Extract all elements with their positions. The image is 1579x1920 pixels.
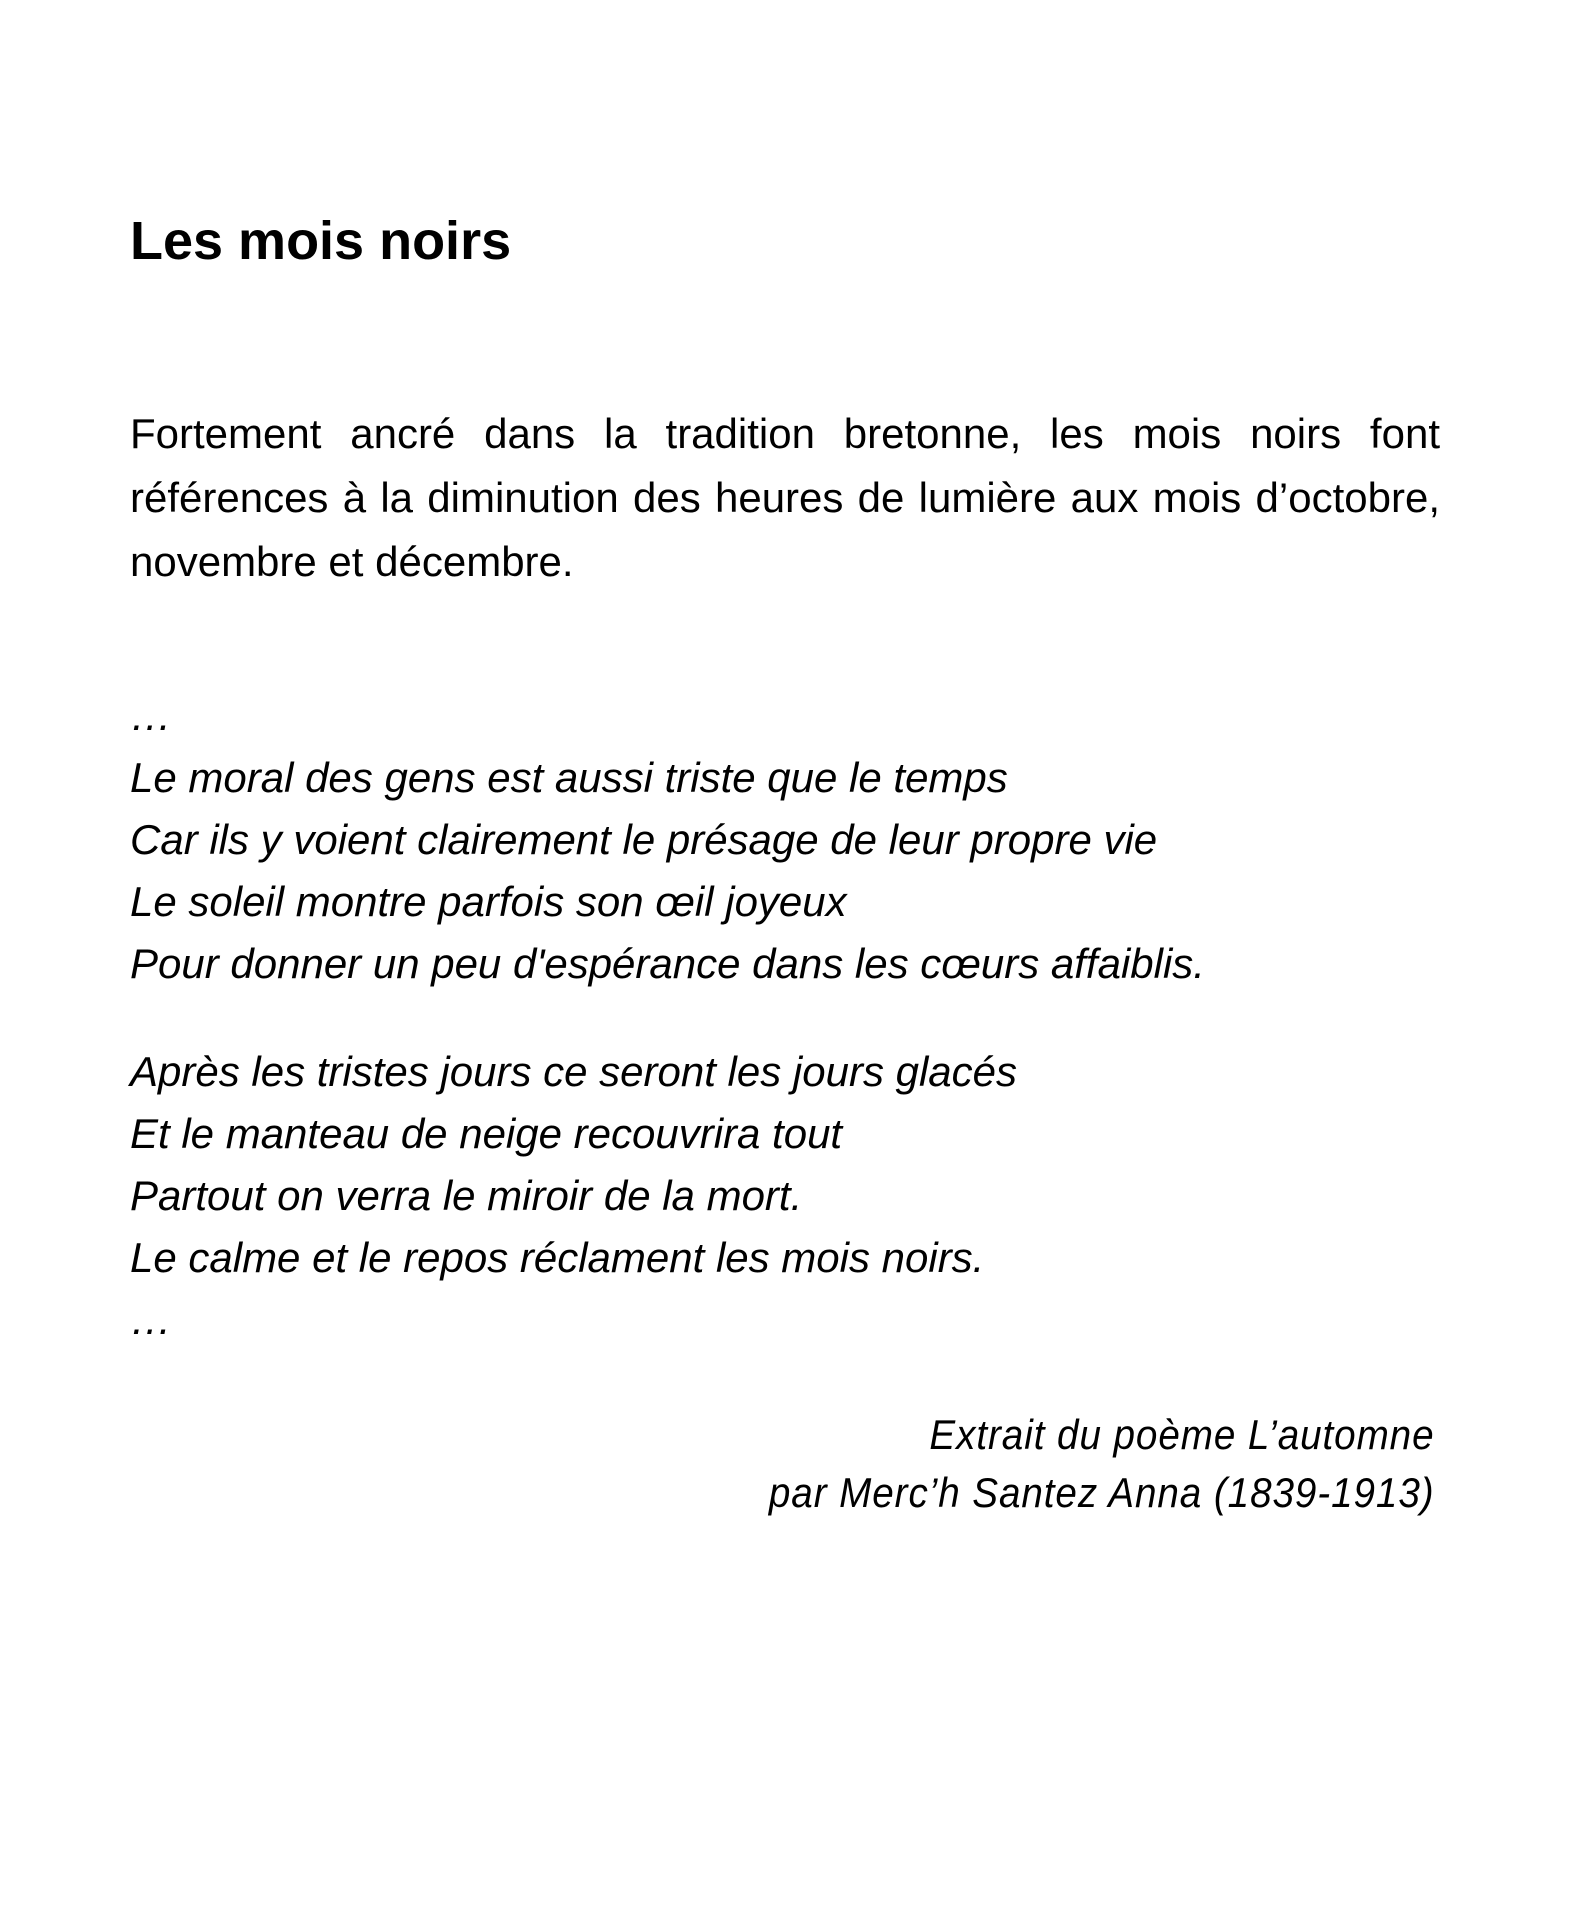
poem-line: Pour donner un peu d'espérance dans les cœurs affaiblis. [130, 940, 1205, 987]
poem-line: Partout on verra le miroir de la mort. [130, 1172, 803, 1219]
document-page [130, 0, 1440, 1920]
poem-line: Le soleil montre parfois son œil joyeux [130, 878, 847, 925]
poem-stanza-1 [130, 685, 1440, 995]
poem-attribution [711, 1406, 1435, 1522]
intro-paragraph: Fortement ancré dans la tradition bretonne, les mois noirs font références à la diminution des heures de lumière aux mois d’octobre, novembre et décembre. [130, 410, 1440, 585]
poem-stanza-2 [130, 1041, 1440, 1351]
attribution-author: par Merc’h Santez Anna (1839-1913) [769, 1469, 1435, 1516]
page-title: Les mois noirs [130, 211, 512, 271]
poem-ellipsis-end: … [130, 1296, 172, 1343]
poem-ellipsis-start: … [130, 692, 172, 739]
poem-line: Car ils y voient clairement le présage de leur propre vie [130, 816, 1158, 863]
poem-line: Et le manteau de neige recouvrira tout [130, 1110, 843, 1157]
poem-line: Après les tristes jours ce seront les jours glacés [130, 1048, 1018, 1095]
attribution-source: Extrait du poème L’automne [929, 1411, 1435, 1458]
poem-line: Le calme et le repos réclament les mois noirs. [130, 1234, 985, 1281]
poem-line: Le moral des gens est aussi triste que le temps [130, 754, 1008, 801]
